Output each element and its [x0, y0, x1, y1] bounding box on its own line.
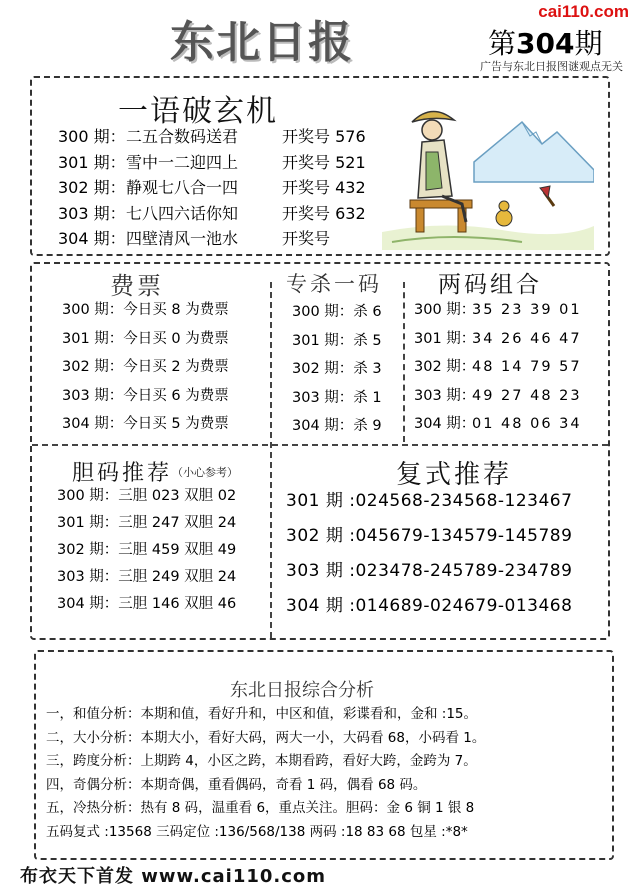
riddle-issue: 302 期： — [58, 178, 126, 197]
fee-list — [62, 298, 229, 441]
list-item: 302 期：今日买 2 为费票 — [62, 359, 229, 375]
list-item — [414, 298, 582, 327]
riddle-label: 开奖号 — [282, 178, 331, 197]
riddle-label: 开奖号 — [282, 229, 331, 248]
list-item: 303 期：杀 1 — [292, 389, 382, 406]
riddle-result: 432 — [335, 178, 366, 197]
riddle-row — [58, 150, 366, 176]
pair-numbers: 35 23 39 01 — [472, 302, 582, 318]
list-item: 301 期：今日买 0 为费票 — [62, 330, 229, 347]
footer-credit: 布衣天下首发 www.cai110.com — [20, 866, 327, 887]
riddle-label: 开奖号 — [282, 152, 331, 172]
list-item: 303 期 :023478-245789-234789 — [286, 561, 573, 581]
list-item: 302 期 :045679-134579-145789 — [286, 526, 573, 546]
riddle-row — [58, 175, 366, 201]
combo-list — [286, 486, 572, 626]
gall-list — [57, 484, 236, 619]
pair-issue: 303 期： — [414, 387, 476, 404]
list-item: 304 期：今日买 5 为费票 — [62, 416, 229, 432]
pair-numbers: 01 48 06 34 — [472, 416, 582, 432]
riddle-result: 521 — [335, 152, 366, 172]
list-item: 300 期：三胆 023 双胆 02 — [57, 488, 237, 504]
list-item: 301 期 :024568-234568-123467 — [286, 491, 573, 511]
issue-number: 304 — [516, 27, 575, 60]
gall-note: （小心参考） — [172, 466, 238, 479]
riddle-title: 一语破玄机 — [118, 94, 278, 129]
list-item — [414, 412, 582, 441]
disclaimer: 广告与东北日报图谜观点无关 — [480, 60, 623, 73]
column-divider-left — [270, 282, 272, 638]
list-item: 301 期：三胆 247 双胆 24 — [57, 515, 237, 531]
list-item: 五码复式 :13568 三码定位 :136/568/138 两码 :18 83 68 包星 :*8* — [46, 823, 468, 840]
list-item: 二，大小分析：本期大小，看好大码，两大一小，大码看 68，小码看 1。 — [46, 729, 486, 746]
riddle-row — [58, 226, 366, 252]
list-item: 303 期：今日买 6 为费票 — [62, 387, 229, 404]
list-item: 302 期：杀 3 — [292, 361, 382, 377]
pairs-title: 两码组合 — [438, 272, 542, 298]
list-item: 300 期：杀 6 — [292, 304, 382, 320]
pair-numbers: 48 14 79 57 — [472, 359, 582, 375]
riddle-text: 七八四六话你知 — [126, 203, 239, 223]
pair-numbers: 34 26 46 47 — [472, 330, 582, 347]
pair-issue: 304 期： — [414, 416, 476, 432]
scholar-illustration — [382, 92, 594, 250]
fee-title: 费票 — [110, 272, 164, 300]
analysis-title: 东北日报综合分析 — [230, 680, 374, 701]
riddle-text: 四壁清风一池水 — [126, 229, 239, 248]
list-item: 四，奇偶分析：本期奇偶，重看偶码，奇看 1 码，偶看 68 码。 — [46, 776, 427, 793]
list-item: 304 期：三胆 146 双胆 46 — [57, 596, 237, 612]
list-item: 302 期：三胆 459 双胆 49 — [57, 542, 237, 558]
riddle-issue: 303 期： — [58, 203, 126, 223]
masthead-title: 东北日报 — [170, 17, 354, 68]
pair-issue: 302 期： — [414, 359, 476, 375]
riddle-result: 632 — [335, 203, 366, 223]
row-divider — [32, 444, 608, 446]
riddle-issue: 301 期： — [58, 152, 126, 172]
riddle-issue: 300 期： — [58, 127, 126, 146]
list-item — [414, 355, 582, 384]
list-item: 301 期：杀 5 — [292, 332, 382, 349]
list-item: 300 期：今日买 8 为费票 — [62, 302, 229, 318]
pair-issue: 300 期： — [414, 302, 476, 318]
combo-title: 复式推荐 — [396, 460, 513, 490]
riddle-result: 576 — [335, 127, 366, 146]
kill-title: 专杀一码 — [286, 272, 382, 296]
analysis-list — [46, 702, 485, 843]
gall-title: 胆码推荐 — [72, 461, 173, 486]
riddle-list — [58, 124, 366, 252]
riddle-text: 二五合数码送君 — [126, 127, 239, 146]
list-item: 五，冷热分析：热有 8 码，温重看 6，重点关注。胆码：金 6 铜 1 银 8 — [46, 800, 475, 816]
list-item: 303 期：三胆 249 双胆 24 — [57, 569, 237, 585]
list-item: 304 期 :014689-024679-013468 — [286, 596, 573, 616]
issue-prefix: 第 — [488, 27, 517, 60]
column-divider-right — [403, 282, 405, 442]
pair-issue: 301 期： — [414, 330, 476, 347]
list-item: 一，和值分析：本期和值，看好升和，中区和值，彩谍看和，金和 :15。 — [46, 706, 478, 722]
pair-numbers: 49 27 48 23 — [472, 387, 582, 404]
kill-list — [292, 300, 382, 443]
issue-label — [488, 22, 602, 62]
riddle-label: 开奖号 — [282, 127, 331, 146]
list-item: 304 期：杀 9 — [292, 418, 382, 434]
riddle-text: 雪中一二迎四上 — [126, 152, 239, 172]
pairs-list — [414, 298, 582, 441]
riddle-label: 开奖号 — [282, 203, 331, 223]
riddle-row — [58, 201, 366, 227]
list-item — [414, 327, 582, 356]
issue-suffix: 期 — [574, 27, 603, 60]
site-watermark: cai110.com — [538, 2, 629, 21]
riddle-issue: 304 期： — [58, 229, 126, 248]
riddle-text: 静观七八合一四 — [126, 178, 239, 197]
riddle-row — [58, 124, 366, 150]
list-item: 三，跨度分析：上期跨 4，小区之跨，本期看跨，看好大跨，金跨为 7。 — [46, 753, 477, 769]
list-item — [414, 384, 582, 413]
